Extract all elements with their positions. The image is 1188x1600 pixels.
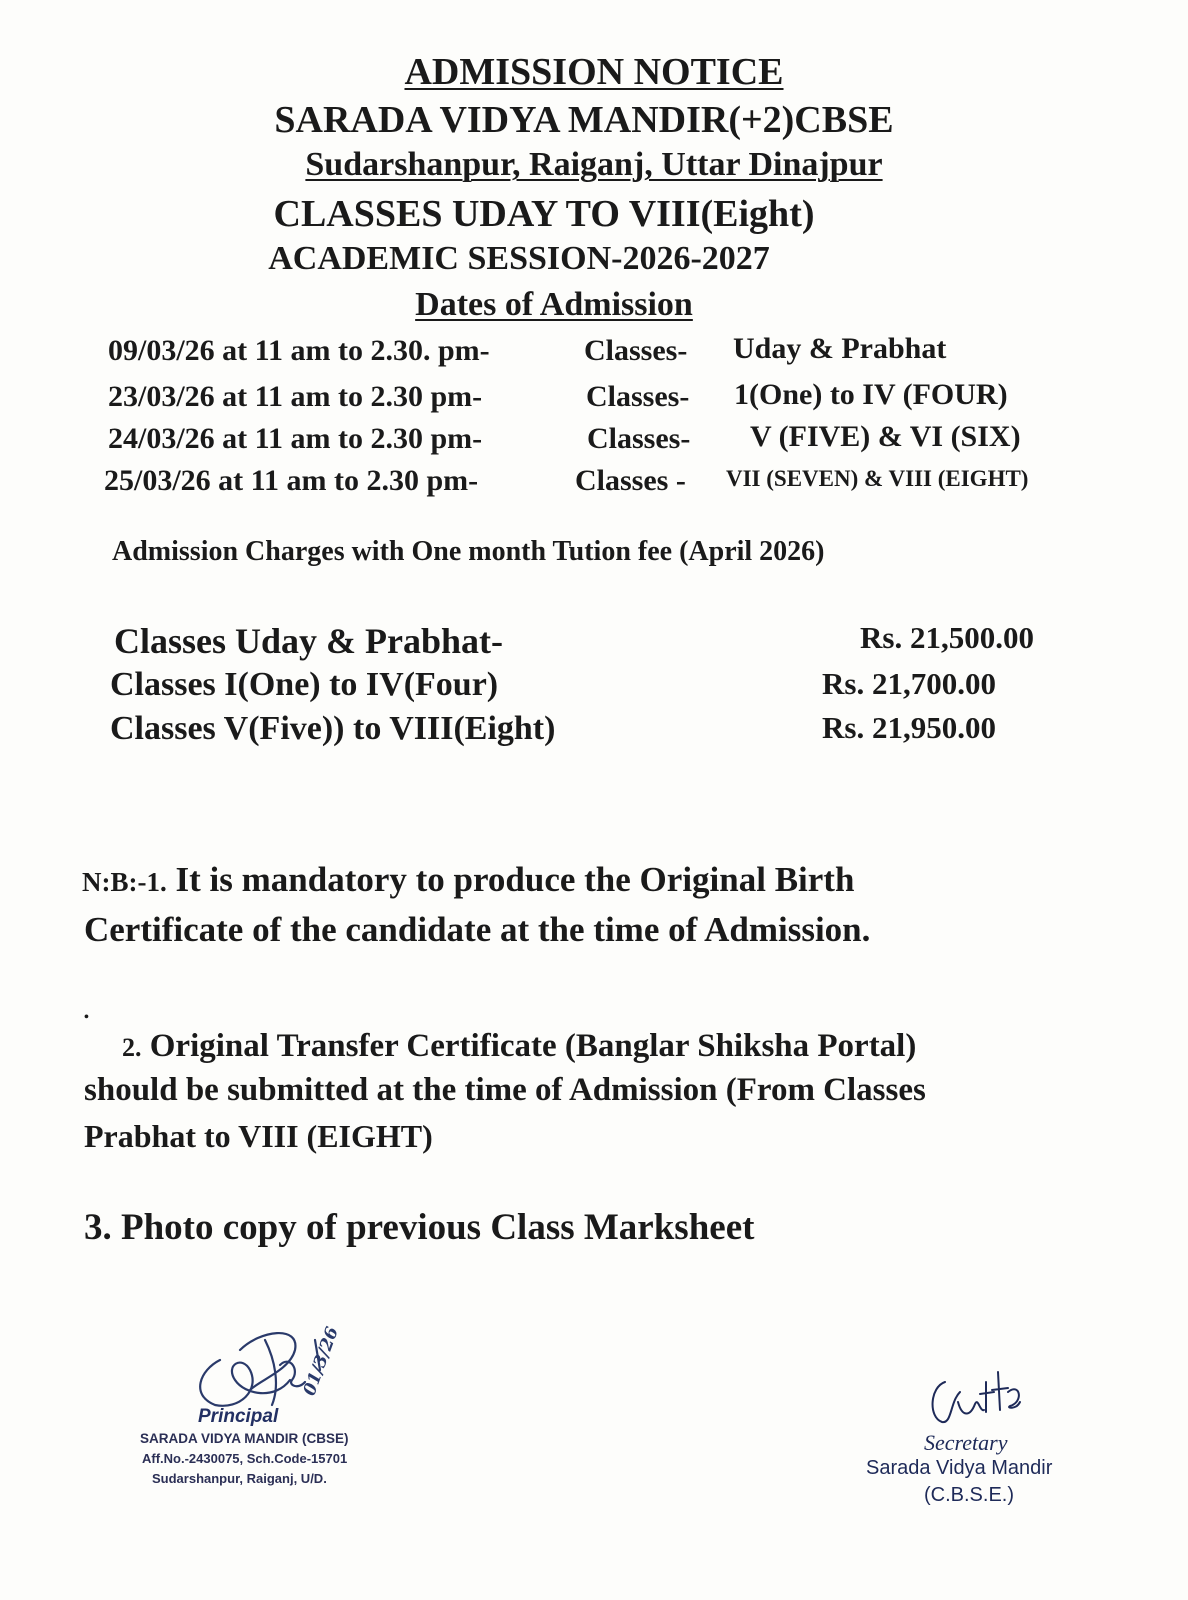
- fee-label: Classes I(One) to IV(Four): [110, 666, 499, 703]
- schedule-classes: VII (SEVEN) & VIII (EIGHT): [726, 466, 1029, 491]
- note-2-text-a: Original Transfer Certificate (Banglar Shiksha Portal): [149, 1028, 917, 1064]
- schedule-label: Classes-: [584, 334, 688, 367]
- note-3: 3. Photo copy of previous Class Marksheet: [84, 1207, 755, 1248]
- fee-label: Classes V(Five)) to VIII(Eight): [110, 710, 556, 747]
- secretary-line-1: Sarada Vidya Mandir: [866, 1457, 1053, 1479]
- note-2-line-2: should be submitted at the time of Admission (From Classes: [84, 1072, 926, 1108]
- fee-amount: Rs. 21,500.00: [860, 620, 1034, 655]
- stamp-line-1: SARADA VIDYA MANDIR (CBSE): [140, 1431, 349, 1446]
- academic-session: ACADEMIC SESSION-2026-2027: [268, 240, 770, 277]
- fee-amount: Rs. 21,700.00: [822, 666, 996, 701]
- bullet-dot: •: [84, 1010, 89, 1025]
- signature-date: 01/3/26: [299, 1324, 343, 1399]
- note-2-line-3: Prabhat to VIII (EIGHT): [84, 1118, 433, 1154]
- schedule-date: 09/03/26 at 11 am to 2.30. pm-: [108, 334, 490, 367]
- note-1-line-2: Certificate of the candidate at the time of Admission.: [84, 910, 871, 949]
- schedule-date: 23/03/26 at 11 am to 2.30 pm-: [108, 380, 483, 413]
- note-2-line-1: [122, 1028, 916, 1065]
- schedule-classes: 1(One) to IV (FOUR): [734, 378, 1008, 411]
- schedule-label: Classes -: [575, 464, 686, 497]
- fee-amount: Rs. 21,950.00: [822, 710, 996, 745]
- principal-signature: [180, 1310, 370, 1420]
- stamp-line-2: Aff.No.-2430075, Sch.Code-15701: [142, 1451, 348, 1466]
- note-1-line-1: [82, 860, 854, 900]
- schedule-date: 25/03/26 at 11 am to 2.30 pm-: [104, 464, 479, 497]
- note-2-number: 2.: [122, 1033, 142, 1062]
- schedule-classes: Uday & Prabhat: [733, 332, 947, 365]
- schedule-classes: V (FIVE) & VI (SIX): [750, 420, 1021, 453]
- principal-title: Principal: [198, 1406, 279, 1427]
- classes-range: CLASSES UDAY TO VIII(Eight): [273, 193, 815, 235]
- charges-heading: Admission Charges with One month Tution fee (April 2026): [112, 536, 825, 567]
- schedule-label: Classes-: [586, 380, 690, 413]
- fee-label: Classes Uday & Prabhat-: [114, 621, 504, 661]
- nb-prefix: N:B:-1.: [82, 867, 167, 897]
- schedule-label: Classes-: [587, 422, 691, 455]
- dates-heading: Dates of Admission: [415, 286, 693, 323]
- notice-title: ADMISSION NOTICE: [404, 51, 784, 93]
- secretary-signature: [920, 1362, 1030, 1432]
- stamp-line-3: Sudarshanpur, Raiganj, U/D.: [152, 1471, 327, 1486]
- school-name: SARADA VIDYA MANDIR(+2)CBSE: [274, 99, 894, 141]
- note-1-text-a: It is mandatory to produce the Original Birth: [175, 860, 855, 899]
- schedule-date: 24/03/26 at 11 am to 2.30 pm-: [108, 422, 483, 455]
- secretary-line-2: (C.B.S.E.): [924, 1484, 1015, 1506]
- school-address: Sudarshanpur, Raiganj, Uttar Dinajpur: [305, 146, 883, 183]
- secretary-title: Secretary: [924, 1430, 1008, 1455]
